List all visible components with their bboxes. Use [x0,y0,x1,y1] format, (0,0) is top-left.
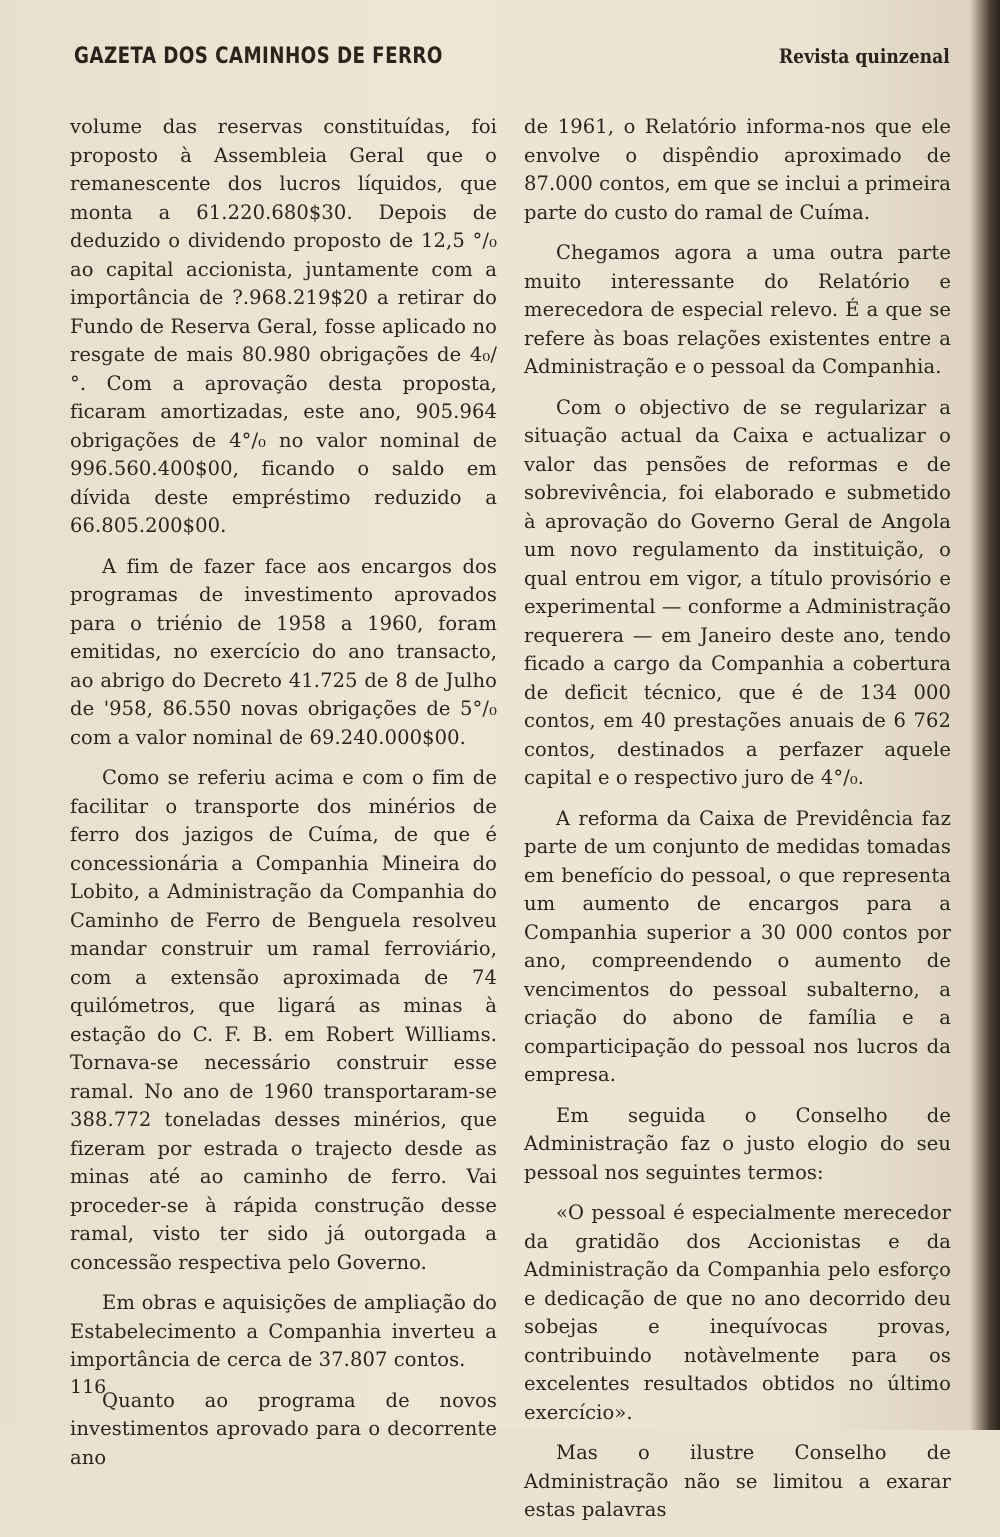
paragraph: A fim de fazer face aos encargos dos programas de investimento aprovados para o triénio de 1958 a 1960, foram emitidas, no exercício do ano transacto, ao abrigo do Decreto 41.725 de 8 de Julho de ꞌ958, 86.550 novas obrigações de 5°/₀ com a valor nominal de 69.240.000$00. [70,554,497,749]
left-text-column [70,113,497,1484]
journal-title: GAZETA DOS CAMINHOS DE FERRO [74,44,443,69]
paragraph: de 1961, o Relatório informa-nos que ele envolve o dispêndio aproximado de 87.000 contos, em que se inclui a primeira parte do custo do ramal de Cuíma. [524,115,951,224]
paragraph: Em seguida o Conselho de Administração faz o justo elogio do seu pessoal nos seguintes termos: [524,1103,951,1184]
paragraph: Chegamos agora a uma outra parte muito interessante do Relatório e merecedora de especial relevo. É a que se refere às boas relações existentes entre a Administração e o pessoal da Companhia. [524,241,951,378]
paragraph: Em obras e aquisições de ampliação do Estabelecimento a Companhia inverteu a importância de cerca de 37.807 contos. [70,1291,497,1371]
page-number: 116 [70,1376,107,1398]
paragraph: Mas o ilustre Conselho de Administração não se limitou a exarar estas palavras [524,1441,951,1521]
right-text-column [524,113,951,1537]
paragraph: Quanto ao programa de novos investimentos aprovado para o decorrente ano [70,1388,497,1469]
paragraph: A reforma da Caixa de Previdência faz parte de um conjunto de medidas tomadas em benefício do pessoal, o que representa um aumento de encargos para a Companhia superior a 30 000 contos por ano, compreendendo o aumento de vencimentos do pessoal subalterno, a criação do abono de família e a comparticipação do pessoal nos lucros da empresa. [524,806,951,1086]
journal-subtitle: Revista quinzenal [779,44,950,68]
paragraph: volume das reservas constituídas, foi proposto à Assembleia Geral que o remanescente dos lucros líquidos, que monta a 61.220.680$30. Depois de deduzido o dividendo proposto de 12,5 °/₀ ao capital accionista, juntamente com a importância de ?.968.219$20 a retirar do Fundo de Reserva Geral, fosse aplicado no resgate de mais 80.980 obrigações de 4₀/°. Com a aprovação desta proposta, ficaram amortizadas, este ano, 905.964 obrigações de 4°/₀ no valor nominal de 996.560.400$00, ficando o saldo em dívida deste empréstimo reduzido a 66.805.200$00. [70,115,497,537]
paragraph: Com o objectivo de se regularizar a situação actual da Caixa e actualizar o valor das pensões de reformas e de sobrevivência, foi elaborado e submetido à aprovação do Governo Geral de Angola um novo regulamento da instituição, o qual entrou em vigor, a título provisório e experimental — conforme a Administração requerera — em Janeiro deste ano, tendo ficado a cargo da Companhia a cobertura de deficit técnico, que é de 134 000 contos, em 40 prestações anuais de 6 762 contos, destinados a perfazer aquele capital e o respectivo juro de 4°/₀. [524,395,951,789]
paragraph: Como se referiu acima e com o fim de facilitar o transporte dos minérios de ferro dos jazigos de Cuíma, de que é concessionária a Companhia Mineira do Lobito, a Administração da Companhia do Caminho de Ferro de Benguela resolveu mandar construir um ramal ferroviário, com a extensão aproximada de 74 quilómetros, que ligará as minas à estação do C. F. B. em Robert Williams. Tornava-se necessário construir esse ramal. No ano de 1960 transportaram-se 388.772 toneladas desses minérios, que fizeram por estrada o trajecto desde as minas até ao caminho de ferro. Vai proceder-se à rápida construção desse ramal, visto ter sido já outorgada a concessão respectiva pelo Governo. [70,766,497,1274]
paragraph: «O pessoal é especialmente merecedor da gratidão dos Accionistas e da Administração da Companhia pelo esforço e dedicação de que no ano decorrido deu sobejas e inequívocas provas, contribuindo notàvelmente para os excelentes resultados obtidos no último exercício». [524,1201,951,1424]
